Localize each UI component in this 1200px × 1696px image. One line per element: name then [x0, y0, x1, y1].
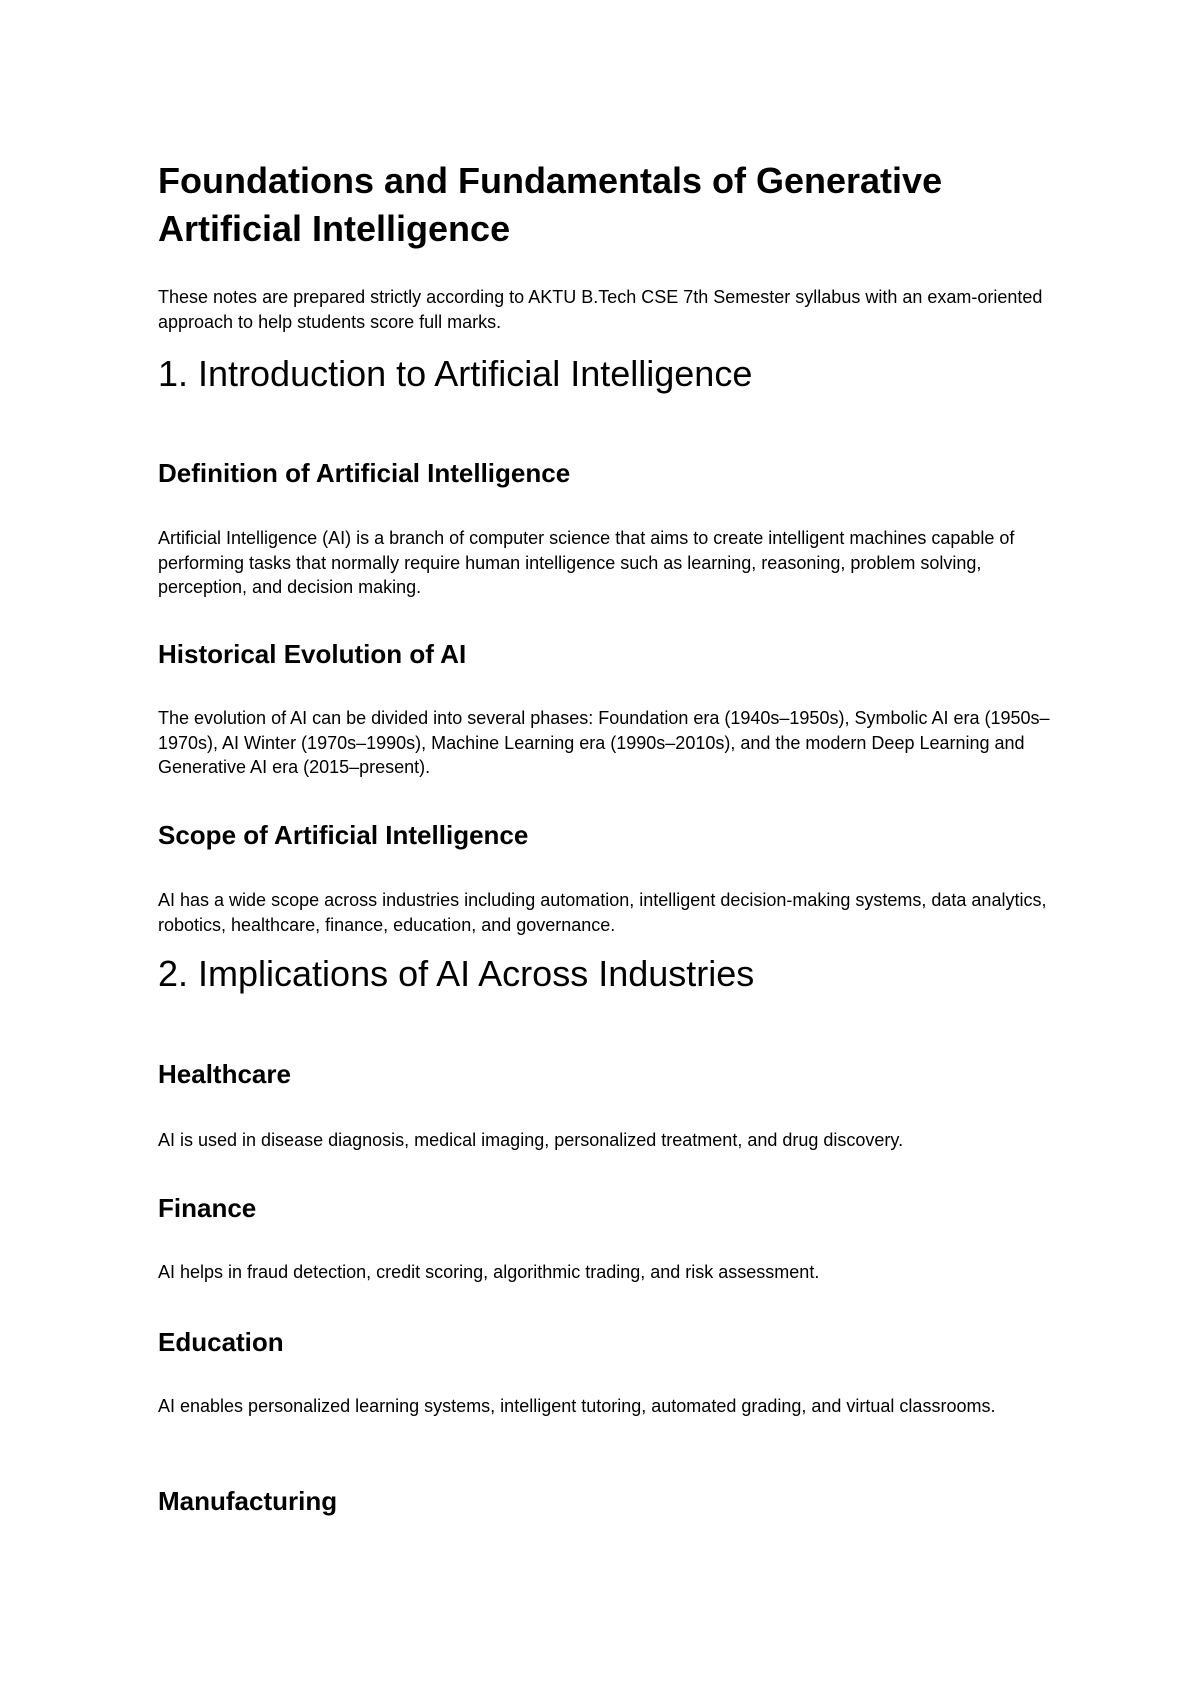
education-paragraph: AI enables personalized learning systems, intelligent tutoring, automated grading, and virtual classrooms.	[158, 1396, 996, 1416]
section-heading-introduction: 1. Introduction to Artificial Intelligence	[158, 353, 753, 394]
subsection-heading-definition: Definition of Artificial Intelligence	[158, 458, 571, 488]
scope-paragraph: AI has a wide scope across industries including automation, intelligent decision-making systems, data analytics, robotics, healthcare, finance, education, and governance.	[158, 890, 1047, 935]
subsection-heading-education: Education	[158, 1327, 284, 1357]
subsection-heading-finance: Finance	[158, 1193, 257, 1223]
document-title: Foundations and Fundamentals of Generative Artificial Intelligence	[158, 160, 943, 249]
subsection-heading-healthcare: Healthcare	[158, 1059, 291, 1089]
history-paragraph: The evolution of AI can be divided into several phases: Foundation era (1940s–1950s), Symbolic AI era (1950s–1970s), AI Winter (1970s–1990s), Machine Learning era (1990s–2010s), and the modern Deep Learning and Generative AI era (2015–present).	[158, 708, 1050, 777]
finance-paragraph: AI helps in fraud detection, credit scoring, algorithmic trading, and risk assessment.	[158, 1262, 820, 1282]
subsection-heading-manufacturing: Manufacturing	[158, 1486, 338, 1516]
definition-paragraph: Artificial Intelligence (AI) is a branch of computer science that aims to create intelligent machines capable of performing tasks that normally require human intelligence such as learning, reasoning, problem solving, perception, and decision making.	[158, 528, 1015, 597]
subsection-heading-history: Historical Evolution of AI	[158, 639, 467, 669]
intro-paragraph: These notes are prepared strictly according to AKTU B.Tech CSE 7th Semester syllabus with an exam-oriented approach to help students score full marks.	[158, 287, 1043, 332]
section-heading-implications: 2. Implications of AI Across Industries	[158, 953, 755, 994]
subsection-heading-scope: Scope of Artificial Intelligence	[158, 820, 529, 850]
healthcare-paragraph: AI is used in disease diagnosis, medical imaging, personalized treatment, and drug discovery.	[158, 1130, 904, 1150]
